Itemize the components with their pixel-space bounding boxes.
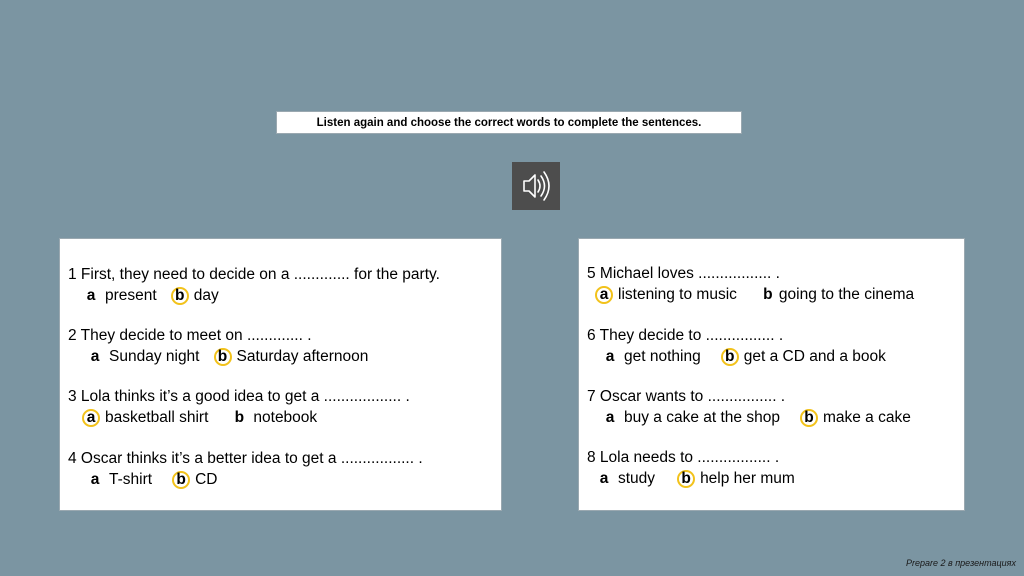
question-4	[68, 448, 423, 490]
option-text: help her mum	[700, 470, 795, 487]
questions-panel-left	[59, 238, 502, 511]
option-text: get nothing	[624, 348, 701, 365]
option-b[interactable]	[230, 407, 317, 428]
option-a[interactable]	[82, 407, 208, 428]
option-b[interactable]	[677, 468, 795, 489]
option-b[interactable]	[214, 346, 369, 367]
question-stem: 5 Michael loves ................. .	[587, 265, 780, 282]
option-a[interactable]	[86, 469, 152, 490]
option-text: make a cake	[822, 409, 911, 426]
footer-credit: Prepare 2 в презентациях	[906, 558, 1016, 568]
question-stem: 6 They decide to ................ .	[587, 327, 784, 344]
question-5	[587, 263, 914, 305]
option-letter: a	[599, 470, 609, 487]
option-text: notebook	[253, 409, 318, 426]
option-b[interactable]	[172, 469, 217, 490]
option-letter-selected: b	[677, 470, 695, 488]
question-stem: 2 They decide to meet on ............. .	[68, 327, 312, 344]
option-letter-selected: b	[800, 409, 818, 427]
question-stem: 8 Lola needs to ................. .	[587, 449, 780, 466]
option-letter: a	[90, 348, 100, 365]
option-b[interactable]	[800, 407, 911, 428]
option-a[interactable]	[595, 284, 737, 305]
option-text: T-shirt	[109, 471, 153, 488]
option-text: Sunday night	[109, 348, 200, 365]
option-letter: a	[605, 348, 615, 365]
question-2	[68, 325, 368, 367]
option-letter-selected: b	[172, 471, 190, 489]
option-b[interactable]	[759, 284, 914, 305]
play-audio-button[interactable]	[512, 162, 560, 210]
option-text: CD	[195, 471, 218, 488]
option-letter: b	[234, 409, 245, 426]
question-1	[68, 264, 440, 306]
option-text: study	[618, 470, 656, 487]
option-text: get a CD and a book	[743, 348, 886, 365]
option-text: going to the cinema	[778, 286, 915, 303]
instruction-banner: Listen again and choose the correct words to complete the sentences.	[276, 111, 742, 134]
option-b[interactable]	[171, 285, 219, 306]
speaker-sound-icon	[512, 162, 560, 210]
question-3	[68, 386, 410, 428]
option-text: present	[105, 287, 157, 304]
question-stem: 7 Oscar wants to ................ .	[587, 388, 786, 405]
option-text: buy a cake at the shop	[624, 409, 780, 426]
option-a[interactable]	[86, 346, 200, 367]
option-text: basketball shirt	[105, 409, 209, 426]
option-letter-selected: a	[82, 409, 100, 427]
option-letter: a	[605, 409, 615, 426]
option-text: Saturday afternoon	[236, 348, 369, 365]
question-8	[587, 447, 795, 489]
option-letter: b	[763, 286, 773, 303]
option-b[interactable]	[721, 346, 886, 367]
question-stem: 4 Oscar thinks it’s a better idea to get a ................. .	[68, 450, 423, 467]
question-stem: 1 First, they need to decide on a ............. for the party.	[68, 266, 440, 283]
option-a[interactable]	[595, 468, 655, 489]
question-stem: 3 Lola thinks it’s a good idea to get a .................. .	[68, 388, 410, 405]
option-letter: a	[86, 287, 96, 304]
option-letter-selected: b	[171, 287, 189, 305]
question-7	[587, 386, 911, 428]
option-letter-selected: b	[214, 348, 232, 366]
questions-panel-right	[578, 238, 965, 511]
option-text: listening to music	[618, 286, 737, 303]
option-letter: a	[90, 471, 100, 488]
option-letter-selected: a	[595, 286, 613, 304]
question-6	[587, 325, 886, 367]
option-a[interactable]	[601, 346, 701, 367]
option-letter-selected: b	[721, 348, 739, 366]
option-a[interactable]	[82, 285, 157, 306]
option-a[interactable]	[601, 407, 780, 428]
option-text: day	[193, 287, 219, 304]
